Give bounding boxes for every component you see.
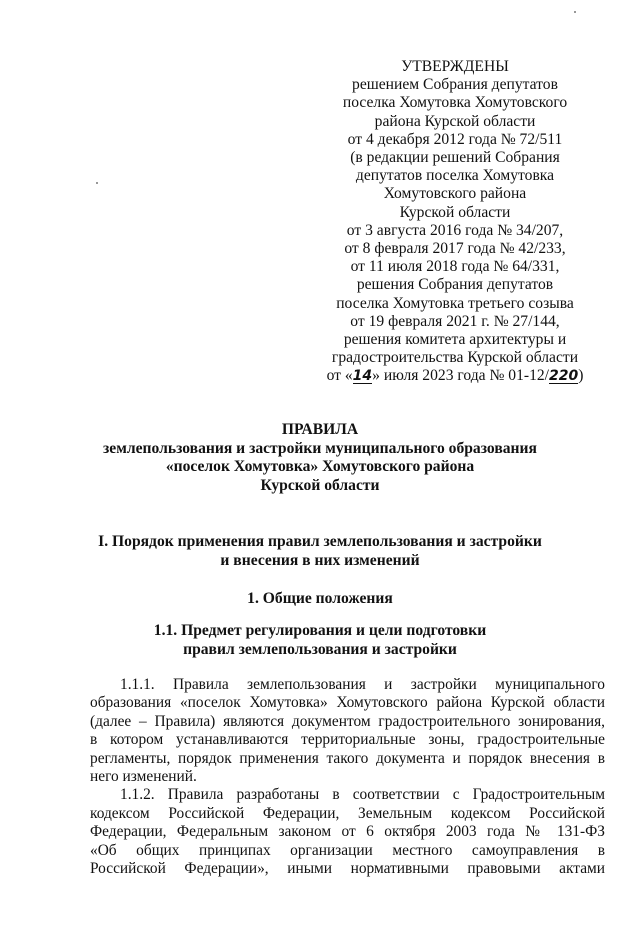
body-line: регламенты, порядок применения такого документа и порядок внесения в: [90, 749, 605, 767]
chapter-line: и внесения в них изменений: [220, 551, 420, 569]
body-line: образования «поселок Хомутовка» Хомутовского района Курской области: [90, 694, 605, 712]
body-line: (далее – Правила) являются документом градостроительного зонирования,: [90, 712, 605, 730]
approval-line: (в редакции решений Собрания: [350, 149, 560, 167]
approval-date-suffix: ): [578, 367, 584, 385]
body-line: Федерации, Федеральным законом от 6 октября 2003 года № 131-ФЗ: [90, 823, 605, 841]
chapter-line: I. Порядок применения правил землепользования и застройки: [98, 533, 542, 550]
approval-line: Хомутовского района: [383, 185, 527, 203]
body-line: 1.1.1. Правила землепользования и застройки муниципального: [120, 676, 605, 693]
approval-date-line: [305, 367, 605, 385]
body-line: кодексом Российской Федерации, Земельным кодексом Российской: [90, 804, 605, 822]
handwritten-number: 220: [549, 368, 579, 385]
approval-line: градостроительства Курской области: [331, 349, 579, 367]
section-heading: [60, 590, 580, 609]
title-line: «поселок Хомутовка» Хомутовского района: [165, 458, 475, 475]
approval-line: от 19 февраля 2021 г. № 27/144,: [350, 312, 560, 330]
body-line: него изменений.: [90, 767, 197, 785]
approval-line: от 11 июля 2018 года № 64/331,: [350, 258, 560, 276]
title-line: Курской области: [260, 476, 380, 494]
scan-speck: [574, 11, 576, 13]
body-line: 1.1.2. Правила разработаны в соответствии с Градостроительным: [120, 786, 605, 804]
subsection-line: правил землепользования и застройки: [183, 640, 457, 658]
approval-stamp: [305, 58, 605, 386]
handwritten-day: 14: [352, 368, 373, 385]
approval-line: решения Собрания депутатов: [356, 276, 554, 294]
approval-line: района Курской области: [374, 112, 536, 130]
subsection-heading: [60, 622, 580, 659]
document-title: [60, 421, 580, 495]
approval-line: поселка Хомутовка Хомутовского: [342, 94, 568, 112]
approval-line: УТВЕРЖДЕНЫ: [401, 58, 509, 75]
subsection-line: 1.1. Предмет регулирования и цели подготовки: [153, 622, 487, 639]
approval-line: решением Собрания депутатов: [352, 76, 558, 94]
approval-line: Курской области: [399, 203, 511, 221]
body-line: в котором устанавливаются территориальные зоны, градостроительные: [90, 731, 605, 749]
approval-date-middle: » июля 2023 года № 01-12/: [372, 367, 549, 385]
chapter-heading: [60, 533, 580, 570]
approval-line: от 4 декабря 2012 года № 72/511: [347, 130, 563, 148]
section-title: 1. Общие положения: [247, 590, 393, 607]
approval-line: от 3 августа 2016 года № 34/207,: [346, 221, 564, 239]
approval-line: решения комитета архитектуры и: [343, 331, 567, 349]
approval-line: депутатов поселка Хомутовка: [355, 167, 555, 185]
approval-line: от 8 февраля 2017 года № 42/233,: [344, 240, 566, 258]
approval-date-prefix: от «: [326, 367, 353, 385]
body-line: Российской Федерации», иными нормативными правовыми актами: [90, 859, 605, 877]
approval-line: поселка Хомутовка третьего созыва: [336, 294, 574, 312]
scan-speck: [96, 182, 98, 184]
body-text: [90, 676, 605, 878]
body-line: «Об общих принципах организации местного самоуправления в: [90, 841, 605, 859]
title-line: землепользования и застройки муниципального образования: [103, 439, 537, 457]
title-heading: ПРАВИЛА: [281, 421, 359, 438]
